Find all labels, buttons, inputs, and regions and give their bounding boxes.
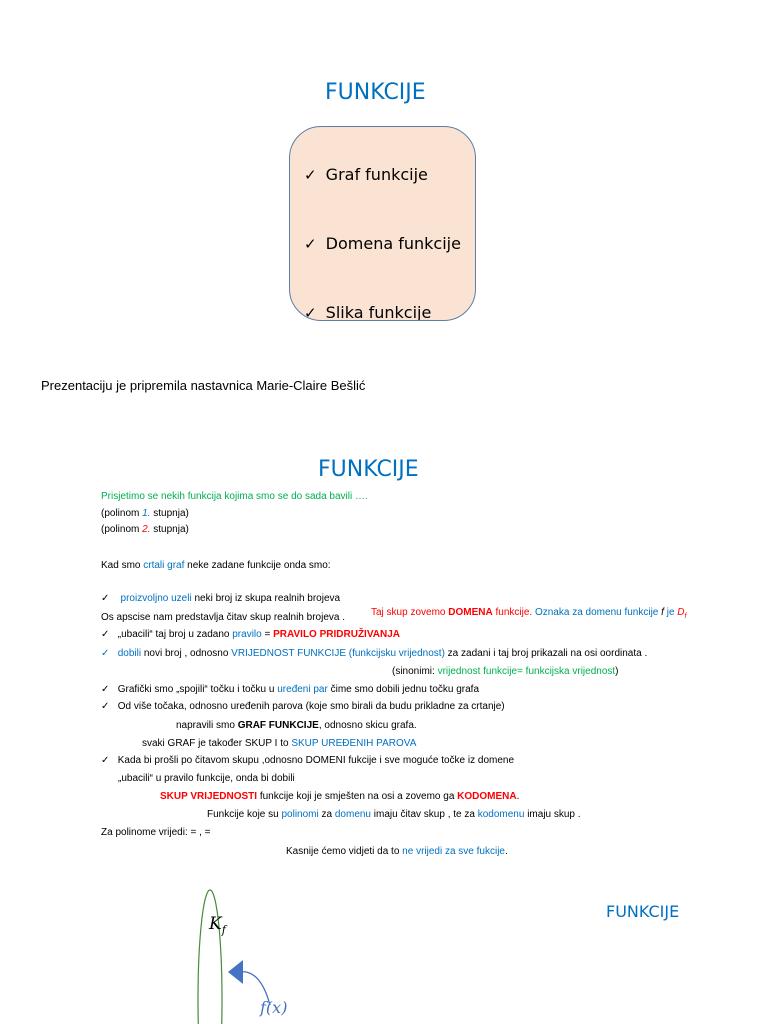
skup-vrijednosti-text: SKUP VRIJEDNOSTI funkcije koji je smješten na osi a zovemo ga KODOMENA. [160, 791, 520, 802]
bullet-2: ✓ „ubacili“ taj broj u zadano pravilo = PRAVILO PRIDRUŽIVANJA [101, 629, 400, 640]
check-icon: ✓ [304, 166, 317, 184]
bullet-5: ✓ Od više točaka, odnosno uređenih parova (koje smo birali da budu prikladne za crtanje) [101, 701, 505, 712]
ubacili-text: „ubacili“ u pravilo funkcije, onda bi dobili [118, 773, 295, 784]
svaki-text: svaki GRAF je također SKUP I to SKUP UREĐENIH PAROVA [142, 738, 417, 749]
kad-text: Kad smo crtali graf neke zadane funkcije onda smo: [101, 560, 331, 571]
fx-label: f(x) [260, 998, 288, 1017]
mapping-arrow-head [228, 960, 243, 984]
check-icon: ✓ [101, 629, 110, 640]
topic-item: ✓ Slika funkcije [304, 303, 432, 321]
napravili-text: napravili smo GRAF FUNKCIJE, odnosno skicu grafa. [176, 720, 417, 731]
check-icon: ✓ [304, 304, 317, 321]
sinonimi-text: (sinonimi: vrijednost funkcije= funkcijska vrijednost) [392, 666, 619, 677]
kasnije-text: Kasnije ćemo vidjeti da to ne vrijedi za sve fukcije. [286, 846, 508, 857]
check-icon: ✓ [101, 684, 110, 695]
bullet-1: ✓ proizvoljno uzeli neki broj iz skupa realnih brojeva [101, 593, 341, 604]
bullet-6: ✓ Kada bi prošli po čitavom skupu ,odnosno DOMENI fukcije i sve moguće točke iz domene [101, 755, 515, 766]
os-text: Os apscise nam predstavlja čitav skup realnih brojeva . [101, 612, 346, 623]
slide1-title: FUNKCIJE [325, 80, 426, 105]
check-icon: ✓ [101, 755, 110, 766]
slide2-title: FUNKCIJE [318, 457, 419, 482]
topic-item: ✓ Domena funkcije [304, 234, 461, 253]
recall-text: Prisjetimo se nekih funkcija kojima smo se do sada bavili …. [101, 491, 368, 502]
kf-label: $K_f$ [209, 914, 226, 937]
topic-item: ✓ Graf funkcije [304, 165, 428, 184]
bullet-3: ✓ dobili novi broj , odnosno VRIJEDNOST FUNKCIJE (funkcijsku vrijednost) za zadani i taj broj prikazali na osi oordinata . [101, 648, 648, 659]
codomain-diagram [180, 880, 320, 1024]
credit-text: Prezentaciju je pripremila nastavnica Marie-Claire Bešlić [41, 378, 366, 393]
poly1-text: (polinom 1. stupnja) [101, 508, 189, 519]
check-icon: ✓ [101, 593, 110, 604]
check-icon: ✓ [101, 701, 110, 712]
za-polinome-text: Za polinome vrijedi: = , = [101, 827, 211, 838]
slide3-title: FUNKCIJE [606, 902, 680, 921]
topics-box [289, 126, 476, 321]
funkcije-polinomi-text: Funkcije koje su polinomi za domenu imaju čitav skup , te za kodomenu imaju skup . [207, 809, 581, 820]
codomain-ellipse [198, 890, 222, 1024]
check-icon: ✓ [304, 235, 317, 253]
check-icon: ✓ [101, 648, 110, 659]
bullet-4: ✓ Grafički smo „spojili“ točku i točku u uređeni par čime smo dobili jednu točku grafa [101, 684, 480, 695]
domain-note: Taj skup zovemo DOMENA funkcije. Oznaka za domenu funkcije f je $D_f$ [371, 607, 687, 620]
poly2-text: (polinom 2. stupnja) [101, 524, 189, 535]
